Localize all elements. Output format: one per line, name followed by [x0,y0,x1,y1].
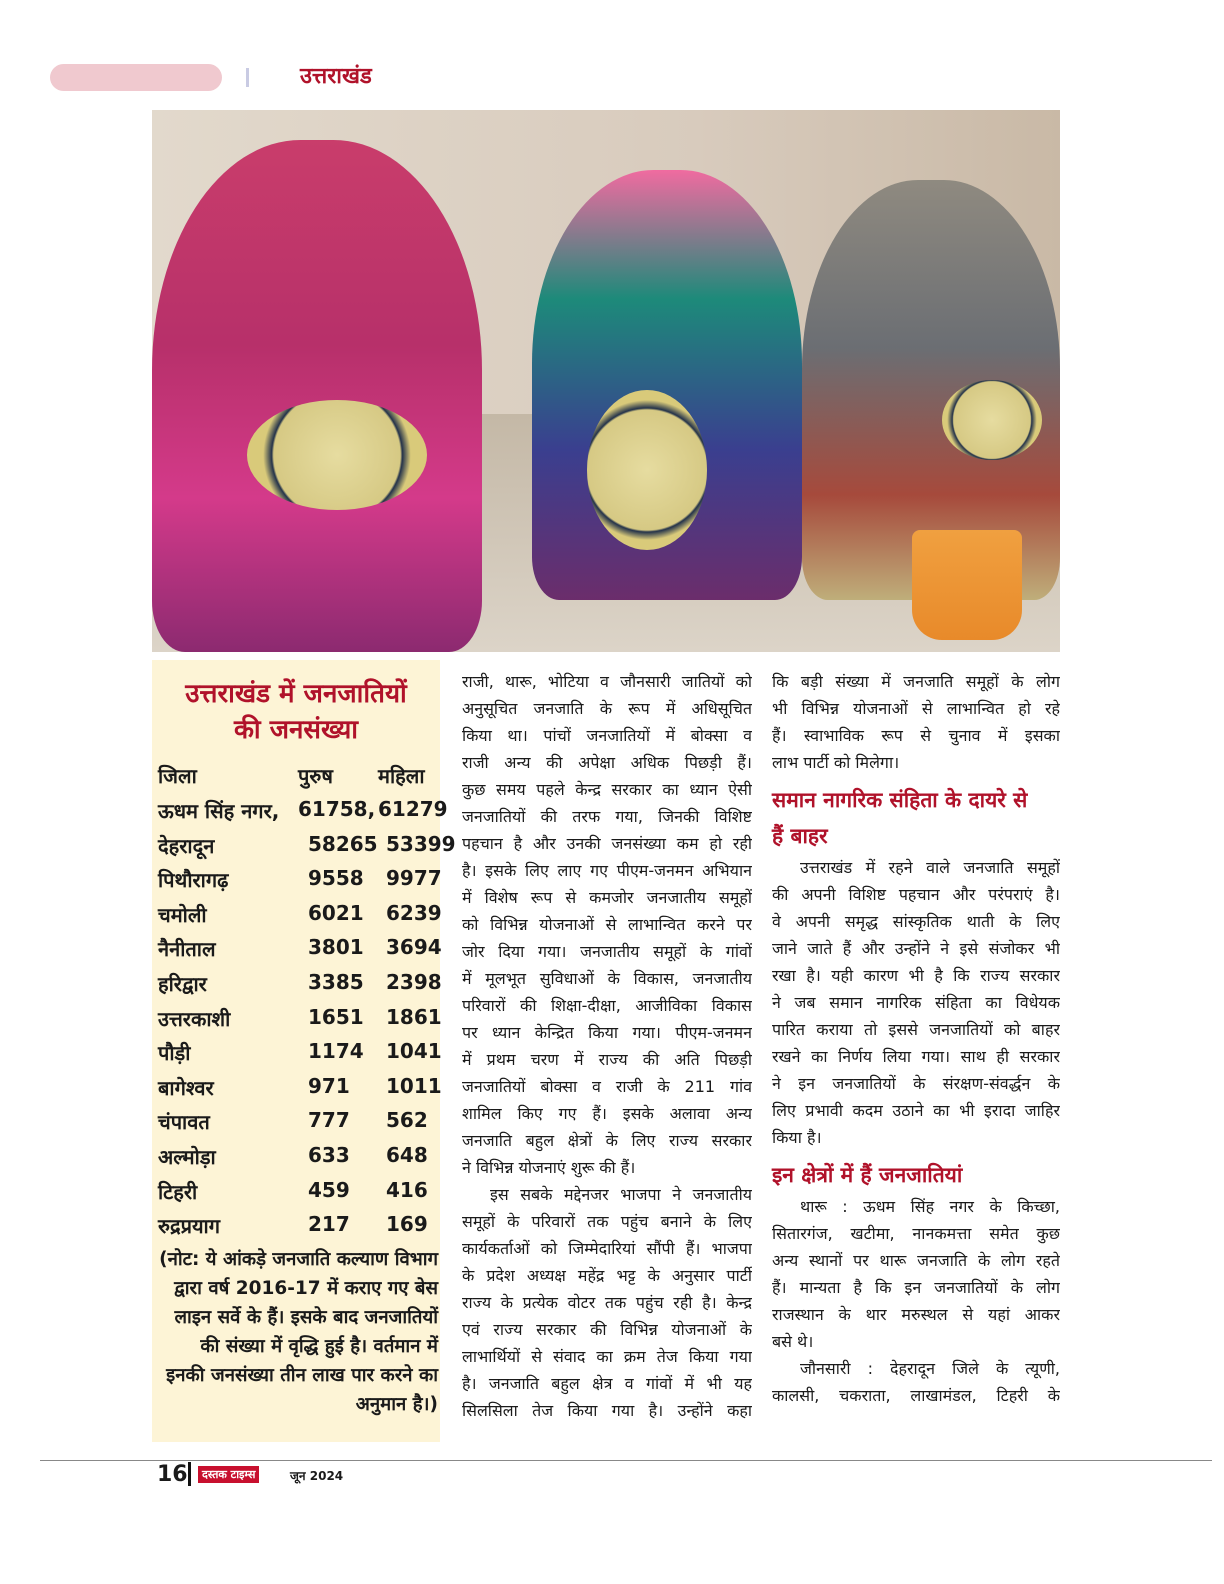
cell-male: 1651 [308,1004,364,1029]
text-line: में मूलभूत सुविधाओं के विकास, जनजातीय [462,969,752,988]
cell-male: 58265 [308,831,378,856]
text-line: कार्यकर्ताओं को जिम्मेदारियां सौंपी हैं। भाजपा [462,1239,752,1258]
cell-male: 61758, [298,797,376,821]
table-row [158,1143,438,1177]
text-line: लाभ पार्टी को मिलेगा। [772,753,900,772]
column-header-female: महिला [378,764,425,788]
text-line: राजस्थान के थार मरुस्थल से यहां आकर [772,1305,1060,1324]
section-title: उत्तराखंड [300,64,372,89]
cell-male: 3385 [308,970,364,994]
text-line: राजी, थारू, भोटिया व जौनसारी जातियों को [462,672,752,691]
text-line: एवं राज्य सरकार की विभिन्न योजनाओं के [462,1320,752,1339]
subheading: हैं बाहर [772,824,828,848]
sidebar-note: (नोट: ये आंकड़े जनजाति कल्याण विभाग द्वारा वर्ष 2016-17 में कराए गए बेस लाइन सर्वे के हैं। इसके बाद जनजातियों की संख्या में वृद्धि हुई है। वर्तमान में इनकी जनसंख्या तीन लाख पार करने का अनुमान है।) [159,1249,438,1415]
text-line: ने इन जनजातियों के संरक्षण-संवर्द्धन के [772,1074,1060,1093]
text-line: जनजातियों की तरफ गया, जिनकी विशिष्ट [462,807,752,826]
text-line: राजी अन्य की अपेक्षा अधिक पिछड़ी हैं। [462,753,752,772]
column-header-male: पुरुष [298,764,333,788]
column-header-district: जिला [158,764,197,788]
cell-female: 1041 [386,1039,442,1064]
text-line: है। जनजाति बहुल क्षेत्र व गांवों में भी यह [462,1374,752,1393]
photo-basket [942,380,1042,460]
table-row [158,1039,442,1073]
text-line: लिए प्रभावी कदम उठाने का भी इरादा जाहिर [772,1101,1060,1120]
cell-female: 2398 [386,970,442,994]
cell-female: 169 [386,1212,428,1237]
cell-district: अल्मोड़ा [158,1145,216,1169]
cell-male: 3801 [308,935,364,960]
cell-female: 648 [386,1143,428,1167]
cell-male: 9558 [308,866,364,891]
cell-female: 1861 [386,1004,442,1029]
cell-male: 633 [308,1143,350,1167]
text-line: जनजातियों बोक्सा व राजी के 211 गांव [462,1077,752,1096]
text-line: थारू : ऊधम सिंह नगर के किच्छा, [800,1197,1060,1216]
text-line: बसे थे। [772,1332,814,1351]
cell-male: 777 [308,1108,350,1133]
cell-female: 6239 [386,900,442,925]
table-row [158,831,456,866]
photo-woman-left [152,140,482,652]
table-header [158,762,438,796]
cell-female: 61279 [378,797,448,821]
table-row [158,1178,438,1212]
table-row [158,900,442,935]
text-line: जाने जाते हैं और उन्होंने ने इसे संजोकर भी [772,939,1060,958]
text-line: सितारगंज, खटीमा, नानकमत्ता समेत कुछ [772,1224,1060,1243]
sidebar-title-line: की जनसंख्या [233,715,359,745]
table-row [158,1212,438,1246]
text-line: परिवारों की शिक्षा-दीक्षा, आजीविका विकास [462,996,752,1015]
text-line: किया था। पांचों जनजातियों में बोक्सा व [462,726,752,745]
text-line: हैं। स्वाभाविक रूप से चुनाव में इसका [772,726,1060,745]
photo-basket [587,390,707,550]
text-line: जौनसारी : देहरादून जिले के त्यूणी, [800,1359,1060,1378]
cell-district: ऊधम सिंह नगर, [158,799,280,823]
footer-rule [40,1460,1212,1461]
text-line: वे अपनी समृद्ध सांस्कृतिक थाती के लिए [772,912,1060,931]
article-photo [152,110,1060,652]
text-line: कालसी, चकराता, लाखामंडल, टिहरी के [772,1386,1060,1405]
header-pill [50,64,222,91]
header-divider [246,68,249,87]
text-line: समूहों के परिवारों तक पहुंच बनाने के लिए [462,1212,752,1231]
text-line: है। इसके लिए लाए गए पीएम-जनमन अभियान [462,861,752,880]
text-line: पहचान है और उनकी जनसंख्या कम हो रही [462,834,752,853]
text-line: भी विभिन्न योजनाओं से लाभान्वित हो रहे [772,699,1060,718]
sidebar-title [152,676,440,748]
text-line: कि बड़ी संख्या में जनजाति समूहों के लोग [772,672,1060,691]
text-line: सिलसिला तेज किया गया है। उन्होंने कहा [462,1401,752,1420]
page-number: 16 [157,1462,188,1487]
magazine-logo: दस्तक टाइम्स [198,1466,259,1483]
sidebar-title-line: उत्तराखंड में जनजातियों [185,679,407,709]
text-line: राज्य के प्रत्येक वोटर तक पहुंच रही है। केन्द्र [462,1293,752,1312]
cell-male: 1174 [308,1039,364,1064]
table-row [158,935,442,969]
article-column-3 [772,668,1060,1409]
cell-male: 217 [308,1212,350,1237]
text-line: अन्य स्थानों पर थारू जनजाति के लोग रहते [772,1251,1060,1270]
text-line: में विशेष रूप से कमजोर जनजातीय समूहों [462,888,752,907]
cell-district: पौड़ी [158,1041,191,1066]
cell-district: रुद्रप्रयाग [158,1214,220,1239]
text-line: जनजाति बहुल क्षेत्रों के लिए राज्य सरकार [462,1131,752,1150]
footer-divider [188,1462,191,1486]
text-line: पर ध्यान केन्द्रित किया गया। पीएम-जनमन [462,1023,752,1042]
text-line: किया है। [772,1128,822,1147]
table-row [158,1004,442,1039]
text-line: हैं। मान्यता है कि इन जनजातियों के लोग [772,1278,1060,1297]
cell-district: हरिद्वार [158,972,207,996]
cell-district: टिहरी [158,1179,198,1204]
cell-district: बागेश्वर [158,1075,214,1100]
cell-male: 6021 [308,900,364,925]
cell-male: 459 [308,1177,350,1202]
cell-female: 416 [386,1177,428,1202]
text-line: को विभिन्न योजनाओं से लाभान्वित करने पर [462,915,752,934]
cell-female: 9977 [386,866,442,891]
cell-district: चंपावत [158,1110,210,1135]
article-column-2 [462,668,752,1424]
cell-district: देहरादून [158,833,215,858]
cell-female: 1011 [386,1073,442,1098]
issue-date: जून 2024 [290,1469,344,1483]
text-line: कुछ समय पहले केन्द्र सरकार का ध्यान ऐसी [462,780,752,799]
text-line: उत्तराखंड में रहने वाले जनजाति समूहों [800,858,1060,877]
table-row [158,866,442,900]
text-line: शामिल किए गए हैं। इसके अलावा अन्य [462,1104,752,1123]
photo-bucket [912,530,1022,640]
cell-district: पिथौरागढ़ [158,868,229,893]
cell-district: चमोली [158,902,207,927]
population-sidebar [152,660,456,1442]
text-line: पारित कराया तो इससे जनजातियों को बाहर [772,1020,1060,1039]
text-line: लाभार्थियों से संवाद का क्रम तेज किया गया [462,1347,752,1366]
photo-basket [247,400,427,510]
subheading: इन क्षेत्रों में हैं जनजातियां [772,1163,963,1187]
subheading: समान नागरिक संहिता के दायरे से [772,788,1028,812]
table-row [158,970,442,1004]
cell-female: 53399 [386,831,456,856]
cell-district: उत्तरकाशी [158,1006,231,1031]
cell-female: 3694 [386,935,442,960]
text-line: की अपनी विशिष्ट पहचान और परंपराएं है। [772,885,1060,904]
text-line: ने जब समान नागरिक संहिता का विधेयक [772,993,1060,1012]
cell-district: नैनीताल [158,937,216,962]
text-line: रखने का निर्णय लिया गया। साथ ही सरकार [772,1047,1060,1066]
text-line: ने विभिन्न योजनाएं शुरू की हैं। [462,1158,636,1177]
text-line: के प्रदेश अध्यक्ष महेंद्र भट्ट के अनुसार पार्टी [462,1266,752,1285]
text-line: अनुसूचित जनजाति के रूप में अधिसूचित [462,699,752,718]
text-line: जोर दिया गया। जनजातीय समूहों के गांवों [462,942,752,961]
table-row [158,1108,438,1142]
text-line: इस सबके मद्देनजर भाजपा ने जनजातीय [490,1185,752,1204]
cell-male: 971 [308,1073,350,1098]
table-row [158,797,448,831]
text-line: रखा है। यही कारण भी है कि राज्य सरकार [772,966,1060,985]
text-line: में प्रथम चरण में राज्य की अति पिछड़ी [462,1050,752,1069]
cell-female: 562 [386,1108,428,1133]
table-row [158,1073,442,1108]
